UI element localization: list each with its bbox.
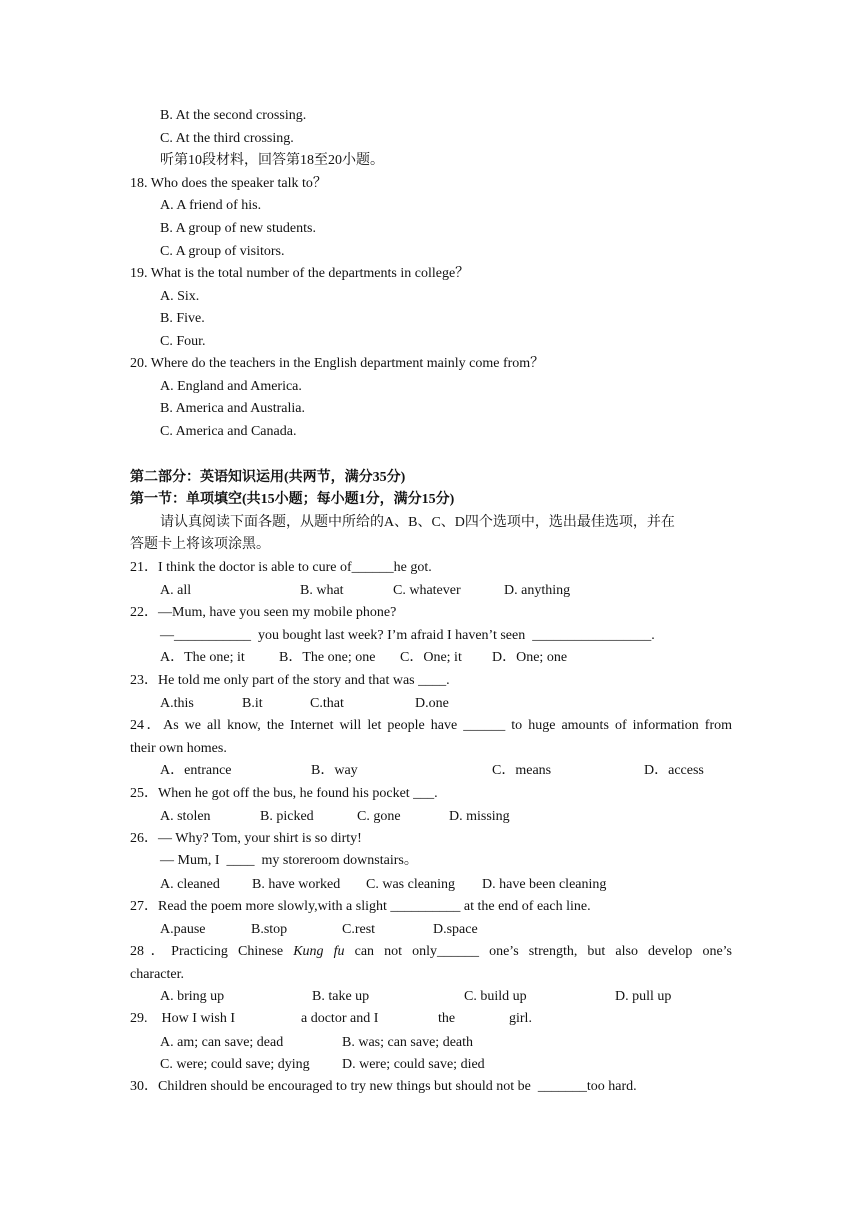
q25-option-b: B. picked	[260, 809, 314, 824]
q29-option-a: A. am; can save; dead	[160, 1035, 284, 1050]
question-22: 22．—Mum, have you seen my mobile phone?	[130, 605, 397, 620]
q27-option-d: D.space	[433, 922, 478, 937]
q17-option-b: B. At the second crossing.	[160, 108, 307, 123]
question-29-part-1: 29. How I wish I	[130, 1011, 235, 1026]
q20-option-c: C. America and Canada.	[160, 424, 297, 439]
question-24: 24．As we all know, the Internet will let people have ______ to huge amounts of information from	[130, 718, 732, 733]
q21-option-c: C. whatever	[393, 583, 461, 598]
q25-option-c: C. gone	[357, 809, 401, 824]
q24-option-d: D．access	[644, 763, 704, 778]
q22-option-c: C．One; it	[400, 650, 462, 665]
q18-option-b: B. A group of new students.	[160, 221, 316, 236]
question-20: 20. Where do the teachers in the English department mainly come from？	[130, 356, 545, 371]
q23-option-a: A.this	[160, 696, 194, 711]
q28-option-a: A. bring up	[160, 989, 225, 1004]
q29-option-c: C. were; could save; dying	[160, 1057, 310, 1072]
q27-option-a: A.pause	[160, 922, 206, 937]
q27-option-c: C.rest	[342, 922, 376, 937]
q24-option-a: A．entrance	[160, 763, 232, 778]
q26-option-c: C. was cleaning	[366, 877, 456, 892]
q21-option-a: A. all	[160, 583, 192, 598]
q18-option-a: A. A friend of his.	[160, 198, 262, 213]
instruction-line-1: 请认真阅读下面各题，从题中所给的A、B、C、D四个选项中，选出最佳选项，并在	[160, 515, 675, 530]
q20-option-b: B. America and Australia.	[160, 401, 306, 416]
question-30: 30．Children should be encouraged to try new things but should not be _______too hard.	[130, 1079, 637, 1094]
q26-option-d: D. have been cleaning	[482, 877, 607, 892]
q19-option-b: B. Five.	[160, 311, 205, 326]
q25-option-a: A. stolen	[160, 809, 211, 824]
q23-option-c: C.that	[310, 696, 344, 711]
question-27: 27．Read the poem more slowly,with a slight __________ at the end of each line.	[130, 899, 591, 914]
part-two-heading: 第二部分：英语知识运用(共两节，满分35分)	[130, 470, 406, 485]
q24-option-c: C．means	[492, 763, 552, 778]
q22-option-a: A．The one; it	[160, 650, 245, 665]
question-29-part-3: the	[438, 1011, 456, 1026]
question-28-start: 28．Practicing Chinese	[130, 944, 294, 959]
q21-option-d: D. anything	[504, 583, 571, 598]
q22-option-b: B．The one; one	[279, 650, 376, 665]
question-28	[130, 943, 732, 961]
q25-option-d: D. missing	[449, 809, 510, 824]
question-23: 23．He told me only part of the story and that was ____.	[130, 673, 450, 688]
question-21: 21．I think the doctor is able to cure of______he got.	[130, 560, 432, 575]
question-26: 26．— Why? Tom, your shirt is so dirty!	[130, 831, 362, 846]
q18-option-c: C. A group of visitors.	[160, 244, 285, 259]
q21-option-b: B. what	[300, 583, 344, 598]
question-26-reply: — Mum, I ____ my storeroom downstairs。	[160, 853, 418, 868]
question-22-reply: —___________ you bought last week? I’m afraid I haven’t seen _________________.	[160, 628, 655, 643]
question-29-part-2: a doctor and I	[301, 1011, 379, 1026]
q29-option-d: D. were; could save; died	[342, 1057, 485, 1072]
q28-option-c: C. build up	[464, 989, 527, 1004]
q19-option-c: C. Four.	[160, 334, 206, 349]
question-28-continued: character.	[130, 967, 185, 982]
question-18: 18. Who does the speaker talk to？	[130, 176, 327, 191]
q23-option-d: D.one	[415, 696, 449, 711]
q29-option-b: B. was; can save; death	[342, 1035, 474, 1050]
q20-option-a: A. England and America.	[160, 379, 302, 394]
section-one-heading: 第一节：单项填空(共15小题；每小题1分，满分15分)	[130, 492, 455, 507]
question-25: 25．When he got off the bus, he found his pocket ___.	[130, 786, 438, 801]
q24-option-b: B．way	[311, 763, 358, 778]
q28-option-d: D. pull up	[615, 989, 672, 1004]
q28-option-b: B. take up	[312, 989, 370, 1004]
question-29-part-4: girl.	[509, 1011, 532, 1026]
q26-option-a: A. cleaned	[160, 877, 220, 892]
kung-fu-term: Kung fu	[293, 944, 345, 959]
q27-option-b: B.stop	[251, 922, 288, 937]
question-19: 19. What is the total number of the departments in college？	[130, 266, 470, 281]
q26-option-b: B. have worked	[252, 877, 341, 892]
listening-instruction: 听第10段材料，回答第18至20小题。	[160, 153, 384, 168]
q19-option-a: A. Six.	[160, 289, 200, 304]
q22-option-d: D．One; one	[492, 650, 568, 665]
question-24-continued: their own homes.	[130, 741, 227, 756]
q23-option-b: B.it	[242, 696, 263, 711]
instruction-line-2: 答题卡上将该项涂黑。	[130, 537, 270, 552]
q17-option-c: C. At the third crossing.	[160, 131, 294, 146]
question-28-end: can not only______ one’s strength, but also develop one’s	[344, 944, 732, 959]
